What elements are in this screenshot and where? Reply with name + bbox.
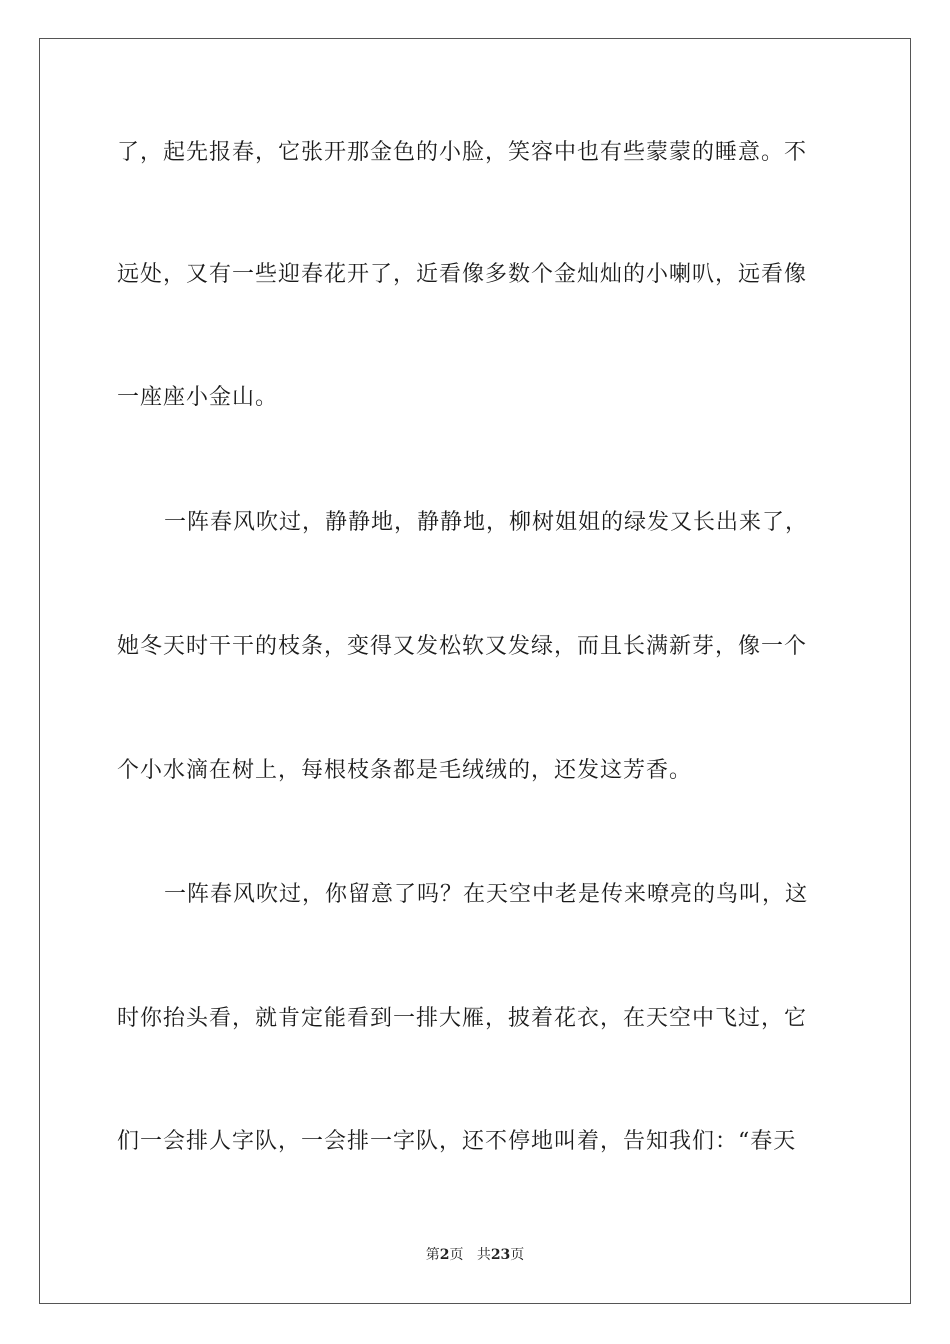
page-suffix: 页 xyxy=(449,1247,464,1263)
paragraph-line-7: 一阵春风吹过，你留意了吗？在天空中老是传来嘹亮的鸟叫，这 xyxy=(164,882,809,907)
paragraph-line-2: 远处，又有一些迎春花开了，近看像多数个金灿灿的小喇叭，远看像 xyxy=(117,262,808,287)
total-suffix: 页 xyxy=(510,1247,525,1263)
paragraph-line-8: 时你抬头看，就肯定能看到一排大雁，披着花衣，在天空中飞过，它 xyxy=(117,1006,808,1031)
total-pages: 23 xyxy=(490,1247,511,1263)
page-frame xyxy=(39,38,911,1304)
paragraph-line-9: 们一会排人字队，一会排一字队，还不停地叫着，告知我们：“春天 xyxy=(117,1129,797,1154)
page-footer xyxy=(0,1246,950,1264)
paragraph-line-1: 了，起先报春，它张开那金色的小脸，笑容中也有些蒙蒙的睡意。不 xyxy=(117,140,808,165)
total-prefix: 共 xyxy=(476,1247,491,1263)
page-number: 2 xyxy=(439,1247,450,1263)
paragraph-line-4: 一阵春风吹过，静静地，静静地，柳树姐姐的绿发又长出来了， xyxy=(164,510,809,535)
paragraph-line-6: 个小水滴在树上，每根枝条都是毛绒绒的，还发这芳香。 xyxy=(117,758,693,783)
paragraph-line-5: 她冬天时干干的枝条，变得又发松软又发绿，而且长满新芽，像一个 xyxy=(117,634,808,659)
page-prefix: 第 xyxy=(425,1247,440,1263)
paragraph-line-3: 一座座小金山。 xyxy=(117,385,279,410)
